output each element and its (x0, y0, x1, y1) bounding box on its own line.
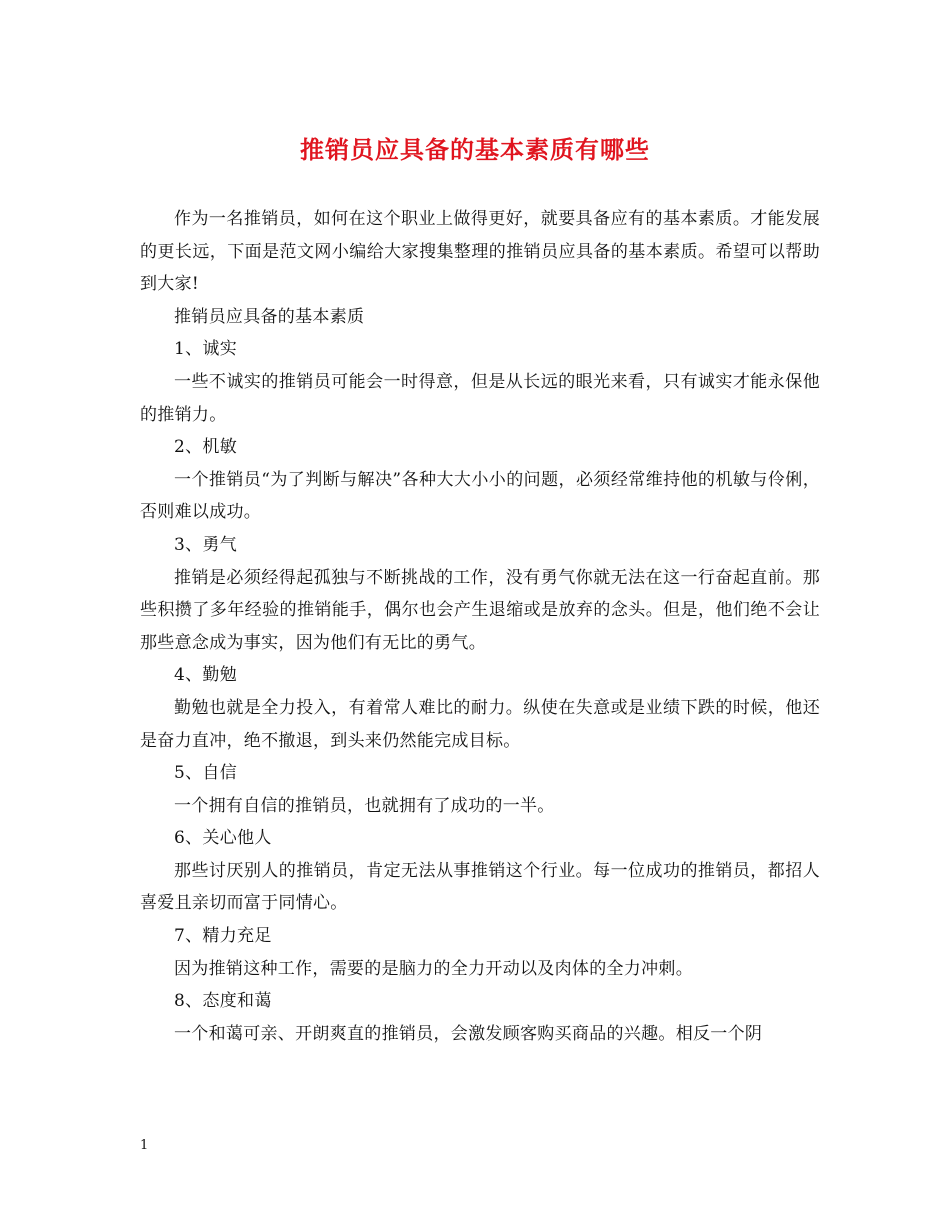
item-heading: 7、精力充足 (174, 926, 272, 947)
document-title: 推销员应具备的基本素质有哪些 (300, 135, 650, 164)
item-heading: 5、自信 (174, 763, 238, 784)
paragraph: 那些讨厌别人的推销员，肯定无法从事推销这个行业。每一位成功的推销员，都招人喜爱且亲切而富于同情心。 (140, 860, 820, 914)
item-heading: 6、关心他人 (174, 828, 272, 849)
item-heading: 8、态度和蔼 (174, 991, 272, 1012)
item-heading: 4、勤勉 (174, 665, 238, 686)
paragraph: 因为推销这种工作，需要的是脑力的全力开动以及肉体的全力冲刺。 (174, 958, 693, 979)
item-heading: 3、勇气 (174, 534, 238, 555)
document-body (140, 203, 820, 1050)
paragraph: 勤勉也就是全力投入，有着常人难比的耐力。纵使在失意或是业绩下跌的时候，他还是奋力直冲，绝不撤退，到头来仍然能完成目标。 (140, 697, 820, 751)
section-heading: 推销员应具备的基本素质 (174, 306, 365, 327)
paragraph: 一个拥有自信的推销员，也就拥有了成功的一半。 (174, 795, 555, 816)
item-heading: 2、机敏 (174, 437, 238, 458)
paragraph: 作为一名推销员，如何在这个职业上做得更好，就要具备应有的基本素质。才能发展的更长远，下面是范文网小编给大家搜集整理的推销员应具备的基本素质。希望可以帮助到大家! (140, 209, 820, 295)
item-heading: 1、诚实 (174, 339, 238, 360)
paragraph: 一个推销员“为了判断与解决”各种大大小小的问题，必须经常维持他的机敏与伶俐，否则难以成功。 (140, 469, 820, 523)
page-number: 1 (140, 1138, 149, 1153)
paragraph: 一些不诚实的推销员可能会一时得意，但是从长远的眼光来看，只有诚实才能永保他的推销力。 (140, 371, 820, 425)
paragraph: 推销是必须经得起孤独与不断挑战的工作，没有勇气你就无法在这一行奋起直前。那些积攒了多年经验的推销能手，偶尔也会产生退缩或是放弃的念头。但是，他们绝不会让那些意念成为事实，因为他们有无比的勇气。 (140, 567, 820, 653)
paragraph: 一个和蔼可亲、开朗爽直的推销员，会激发顾客购买商品的兴趣。相反一个阴 (174, 1023, 763, 1044)
